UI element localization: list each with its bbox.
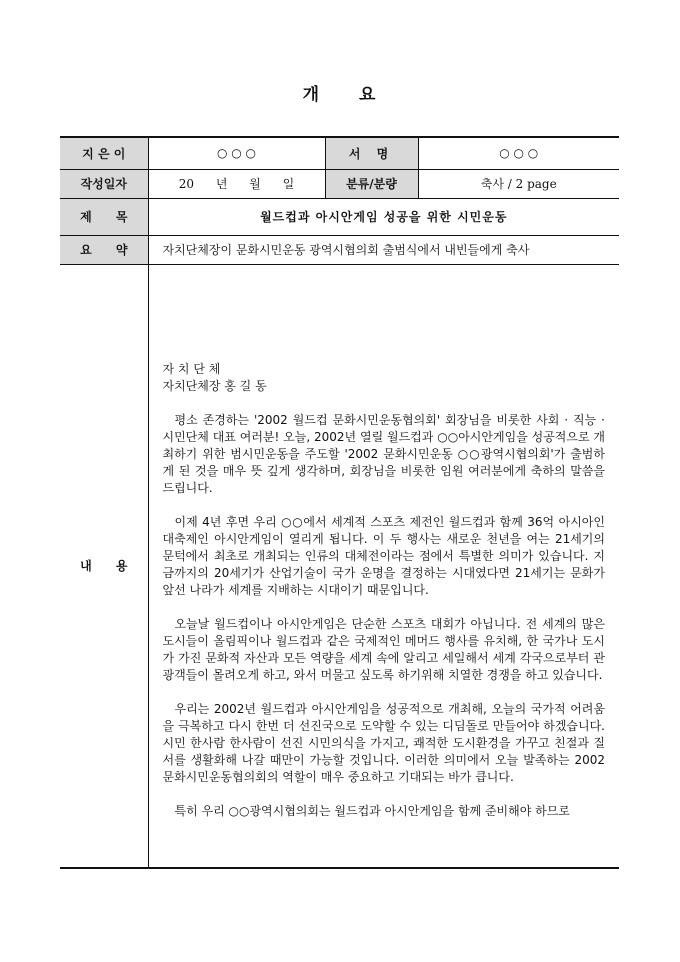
date-label: 작성일자 bbox=[60, 169, 148, 198]
content-row bbox=[60, 264, 619, 868]
summary-row bbox=[60, 235, 619, 264]
paragraph-1: 평소 존경하는 '2002 월드컵 문화시민운동협의회' 회장님을 비롯한 사회 · 직능 · 시민단체 대표 여러분! 오늘, 2002년 열릴 월드컵과 ○○아시안게임을 성공적으로 개최하기 위한 범시민운동을 주도할 '2002 문화시민운동 ○○광역시협의회'가 출범하게 된 것을 매우 뜻 깊게 생각하며, 회장님을 비롯한 임원 여러분에게 축하의 말씀을 드립니다. bbox=[162, 413, 605, 496]
summary-value: 자치단체장이 문화시민운동 광역시협의회 출범식에서 내빈들에게 축사 bbox=[148, 235, 619, 264]
author-label: 지 은 이 bbox=[60, 137, 148, 169]
author-value: ○ ○ ○ bbox=[148, 137, 325, 169]
overview-form bbox=[60, 136, 619, 869]
date-row bbox=[60, 169, 619, 198]
content-body bbox=[148, 264, 619, 868]
document-title bbox=[0, 80, 680, 105]
category-value: 축사 / 2 page bbox=[418, 169, 619, 198]
summary-label: 요 약 bbox=[60, 235, 148, 264]
speaker-line: 자치단체장 홍 길 동 bbox=[162, 379, 267, 394]
signature-label bbox=[325, 137, 418, 169]
paragraph-5: 특히 우리 ○○광역시협의회는 월드컵과 아시안게임을 함께 준비해야 하므로 bbox=[174, 804, 570, 819]
paragraph-3: 오늘날 월드컵이나 아시안게임은 단순한 스포츠 대회가 아닙니다. 전 세계의 많은 도시들이 올림픽이나 월드컵과 같은 국제적인 메머드 행사를 유치해, 한 국가나 도시가 가진 문화적 자산과 모든 역량을 세계 속에 알리고 세일해서 세계 각국으로부터 관광객들이 몰려오게 하고, 와서 머물고 싶도록 하기위해 치열한 경쟁을 하고 있습니다. bbox=[162, 617, 605, 683]
paragraph-4: 우리는 2002년 월드컵과 아시안게임을 성공적으로 개최해, 오늘의 국가적 어려움을 극복하고 다시 한번 더 선진국으로 도약할 수 있는 디딤돌로 만들어야 하겠습니다. 시민 한사람 한사람이 선진 시민의식을 가지고, 쾌적한 도시환경을 가꾸고 친절과 질서를 생활화해 나갈 때만이 가능할 것입니다. 이러한 의미에서 오늘 발족하는 2002 문화시민운동협의회의 역할이 매우 중요하고 기대되는 바가 큽니다. bbox=[162, 702, 605, 785]
signature-label-text: 서 명 bbox=[348, 146, 395, 161]
date-value: 20 년 월 일 bbox=[148, 169, 325, 198]
subject-label: 제 목 bbox=[60, 198, 148, 235]
author-row bbox=[60, 137, 619, 169]
title-right: 요 bbox=[359, 85, 378, 105]
signature-value: ○ ○ ○ bbox=[418, 137, 619, 169]
title-left: 개 bbox=[302, 85, 321, 105]
org-line: 자 치 단 체 bbox=[162, 362, 221, 377]
paragraph-2: 이제 4년 후면 우리 ○○에서 세계적 스포츠 제전인 월드컵과 함께 36억 아시아인 대축제인 아시안게임이 열리게 됩니다. 이 두 행사는 새로운 천년을 여는 21세기의 문턱에서 최초로 개최되는 인류의 대체전이라는 점에서 특별한 의미가 있습니다. 지금까지의 20세기가 산업기술이 국가 운명을 결정하는 시대였다면 21세기는 문화가 앞선 나라가 세계를 지배하는 시대이기 때문입니다. bbox=[162, 515, 605, 598]
subject-row bbox=[60, 198, 619, 235]
category-label: 분류/분량 bbox=[325, 169, 418, 198]
subject-value: 월드컵과 아시안게임 성공을 위한 시민운동 bbox=[148, 198, 619, 235]
content-label: 내 용 bbox=[60, 264, 148, 868]
